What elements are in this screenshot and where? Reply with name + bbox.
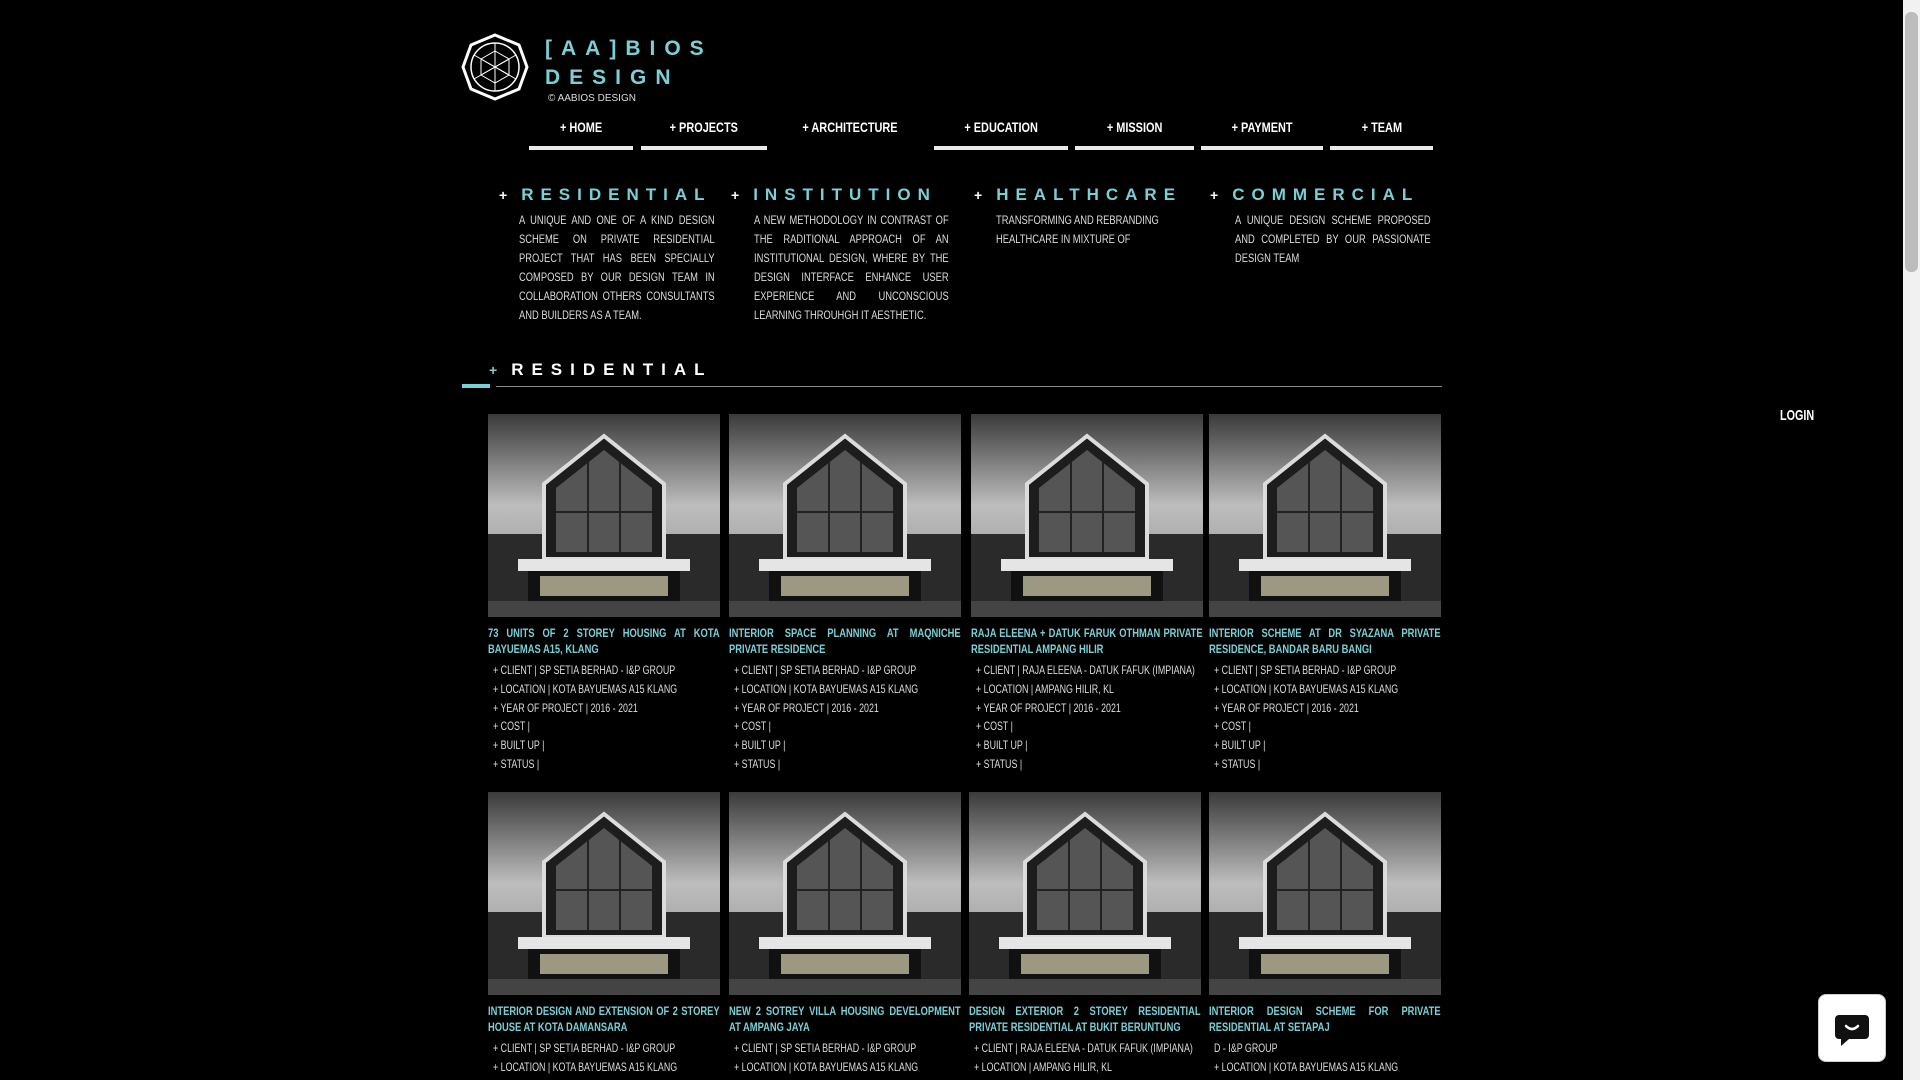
info-line: + LOCATION | KOTA BAYUEMAS A15 KLANG [734,681,919,696]
project-card[interactable] [729,792,961,1077]
chat-bubble-icon [1819,995,1885,1061]
info-line: + YEAR OF PROJECT | 2016 - 2021 [976,700,1121,715]
project-info [729,1039,961,1077]
section-header [462,360,1442,380]
category-title[interactable]: + COMMERCIAL [1210,185,1420,204]
category-residential [499,185,715,325]
category-title[interactable]: + RESIDENTIAL [499,185,712,204]
info-line: + LOCATION | AMPANG HILIR, KL [974,1059,1112,1074]
main-nav [0,119,1440,149]
login-button[interactable]: LOGIN [1780,407,1815,424]
info-line: + LOCATION | KOTA BAYUEMAS A15 KLANG [1214,681,1399,696]
project-info [1209,1039,1441,1077]
info-line: + COST | [1214,719,1251,734]
project-image[interactable] [729,792,961,995]
nav-home[interactable]: + HOME [529,119,633,150]
info-line: + YEAR OF PROJECT | 2016 - 2021 [1214,700,1359,715]
project-image[interactable] [969,792,1201,995]
info-line: + LOCATION | AMPANG HILIR, KL [976,681,1114,696]
project-info [488,1039,720,1077]
project-card[interactable] [1209,414,1441,774]
info-line: D - I&P GROUP [1214,1041,1278,1055]
project-card[interactable] [729,414,961,774]
chat-button[interactable] [1818,994,1886,1062]
project-info [729,661,961,774]
info-line: + BUILT UP | [976,738,1028,753]
category-institution [731,185,949,325]
project-info [1209,661,1441,774]
project-info [969,1039,1201,1077]
project-title[interactable]: INTERIOR SPACE PLANNING AT MAQNICHE PRIVATE RESIDENCE [729,626,961,656]
info-line: + LOCATION | KOTA BAYUEMAS A15 KLANG [493,681,678,696]
brand-line-2: DESIGN [545,66,680,89]
info-line: + BUILT UP | [493,738,545,753]
project-info [971,661,1203,774]
info-line: + COST | [734,719,771,734]
info-line: + BUILT UP | [734,738,786,753]
category-desc: A UNIQUE DESIGN SCHEME PROPOSED AND COMPLETED BY OUR PASSIONATE DESIGN TEAM [1235,213,1431,265]
section-divider [496,386,1442,387]
project-card[interactable] [488,792,720,1077]
info-line: + CLIENT | RAJA ELEENA - DATUK FAFUK (IMPIANA) [976,663,1195,677]
category-commercial [1210,185,1432,268]
info-line: + YEAR OF PROJECT | 2016 - 2021 [734,700,879,715]
info-line: + STATUS | [734,756,781,771]
nav-team[interactable]: + TEAM [1330,119,1433,150]
project-image[interactable] [488,792,720,995]
project-title[interactable]: INTERIOR DESIGN SCHEME FOR PRIVATE RESIDENTIAL AT SETAPAJ [1209,1004,1441,1034]
project-image[interactable] [488,414,720,617]
project-card[interactable] [969,792,1201,1077]
nav-projects[interactable]: + PROJECTS [641,119,767,150]
category-title[interactable]: + HEALTHCARE [974,185,1183,204]
section-title: + RESIDENTIAL [489,360,713,379]
project-image[interactable] [1209,792,1441,995]
project-title[interactable]: 73 UNITS OF 2 STOREY HOUSING AT KOTA BAYUEMAS A15, KLANG [488,626,720,656]
project-card[interactable] [488,414,720,774]
info-line: + CLIENT | SP SETIA BERHAD - I&P GROUP [493,663,676,677]
category-desc: A UNIQUE AND ONE OF A KIND DESIGN SCHEME ON PRIVATE RESIDENTIAL PROJECT THAT HAS BEEN SPECIALLY COMPOSED BY OUR DESIGN TEAM IN COLLABORATION OTHERS CONSULTANTS AND BUILDERS AS A TEAM. [519,213,715,322]
category-desc: TRANSFORMING AND REBRANDING HEALTHCARE IN MIXTURE OF [996,213,1159,246]
nav-payment[interactable]: + PAYMENT [1201,119,1323,150]
category-desc: A NEW METHODOLOGY IN CONTRAST OF THE RADITIONAL APPROACH OF AN INSTITUTIONAL DESIGN, WHERE BY THE DESIGN INTERFACE ENHANCE USER EXPERIENCE AND UNCONSCIOUS LEARNING THROUHGH IT AESTHETIC. [754,213,949,322]
project-image[interactable] [1209,414,1441,617]
info-line: + STATUS | [1214,756,1261,771]
info-line: + STATUS | [493,756,540,771]
category-title[interactable]: + INSTITUTION [731,185,937,204]
project-card[interactable] [971,414,1203,774]
section-accent-bar [462,384,490,388]
info-line: + CLIENT | SP SETIA BERHAD - I&P GROUP [734,663,917,677]
category-healthcare [974,185,1192,249]
project-title[interactable]: DESIGN EXTERIOR 2 STOREY RESIDENTIAL PRIVATE RESIDENTIAL AT BUKIT BERUNTUNG [969,1004,1201,1034]
info-line: + CLIENT | SP SETIA BERHAD - I&P GROUP [493,1041,676,1055]
project-title[interactable]: RAJA ELEENA + DATUK FARUK OTHMAN PRIVATE RESIDENTIAL AMPANG HILIR [971,626,1203,656]
info-line: + CLIENT | RAJA ELEENA - DATUK FAFUK (IMPIANA) [974,1041,1193,1055]
info-line: + BUILT UP | [1214,738,1266,753]
project-title[interactable]: INTERIOR SCHEME AT DR SYAZANA PRIVATE RESIDENCE, BANDAR BARU BANGI [1209,626,1441,656]
nav-education[interactable]: + EDUCATION [934,119,1068,150]
brand-line-1: [AA]BIOS [545,37,713,60]
geodesic-logo-icon[interactable] [461,33,529,101]
project-info [488,661,720,774]
info-line: + LOCATION | KOTA BAYUEMAS A15 KLANG [493,1059,678,1074]
nav-architecture[interactable]: + ARCHITECTURE [802,119,898,135]
info-line: + LOCATION | KOTA BAYUEMAS A15 KLANG [734,1059,919,1074]
project-title[interactable]: INTERIOR DESIGN AND EXTENSION OF 2 STOREY HOUSE AT KOTA DAMANSARA [488,1004,720,1034]
info-line: + COST | [976,719,1013,734]
info-line: + CLIENT | SP SETIA BERHAD - I&P GROUP [734,1041,917,1055]
project-card[interactable] [1209,792,1441,1077]
project-image[interactable] [971,414,1203,617]
nav-mission[interactable]: + MISSION [1075,119,1194,150]
brand-name[interactable] [545,34,713,92]
info-line: + LOCATION | KOTA BAYUEMAS A15 KLANG [1214,1059,1399,1074]
project-image[interactable] [729,414,961,617]
info-line: + YEAR OF PROJECT | 2016 - 2021 [493,700,638,715]
info-line: + STATUS | [976,756,1023,771]
copyright-text: © AABIOS DESIGN [548,93,636,104]
project-title[interactable]: NEW 2 SOTREY VILLA HOUSING DEVELOPMENT AT AMPANG JAYA [729,1004,961,1034]
info-line: + CLIENT | SP SETIA BERHAD - I&P GROUP [1214,663,1397,677]
scrollbar-thumb[interactable] [1905,12,1918,272]
info-line: + COST | [493,719,530,734]
